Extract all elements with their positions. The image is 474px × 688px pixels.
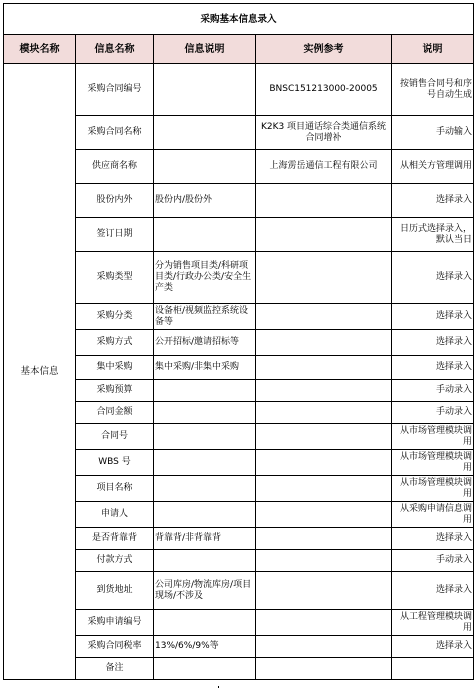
field-name-cell: 采购合同名称	[76, 116, 154, 150]
field-name-cell: 付款方式	[76, 550, 154, 572]
field-note-cell: 手动录入	[392, 402, 474, 424]
field-name-cell: 采购申请编号	[76, 610, 154, 636]
field-desc-cell	[154, 116, 256, 150]
header-field: 信息名称	[76, 35, 154, 64]
header-module: 模块名称	[4, 35, 76, 64]
field-desc-cell: 公开招标/邀请招标等	[154, 330, 256, 356]
field-example-cell	[256, 658, 392, 680]
field-note-cell: 选择录入	[392, 252, 474, 304]
field-note-cell: 选择录入	[392, 636, 474, 658]
field-desc-cell	[154, 476, 256, 502]
title-row	[4, 4, 474, 35]
field-name-cell: 采购类型	[76, 252, 154, 304]
field-note-cell	[392, 658, 474, 680]
field-desc-cell: 背靠背/非背靠背	[154, 528, 256, 550]
field-example-cell	[256, 572, 392, 610]
field-name-cell: 项目名称	[76, 476, 154, 502]
field-desc-cell: 股份内/股份外	[154, 184, 256, 218]
field-example-cell	[256, 476, 392, 502]
field-name-cell: 签订日期	[76, 218, 154, 252]
field-name-cell: 采购合同税率	[76, 636, 154, 658]
field-desc-cell	[154, 502, 256, 528]
field-example-cell	[256, 356, 392, 380]
field-note-cell: 选择录入	[392, 356, 474, 380]
field-example-cell	[256, 424, 392, 450]
field-example-cell	[256, 184, 392, 218]
field-name-cell: 股份内外	[76, 184, 154, 218]
field-name-cell: 采购预算	[76, 380, 154, 402]
field-example-cell	[256, 304, 392, 330]
field-note-cell: 手动输入	[392, 116, 474, 150]
field-name-cell: 采购合同编号	[76, 64, 154, 116]
field-example-cell	[256, 550, 392, 572]
field-note-cell: 从市场管理模块调用	[392, 424, 474, 450]
field-example-cell	[256, 380, 392, 402]
field-note-cell: 选择录入	[392, 528, 474, 550]
header-row	[4, 35, 474, 64]
field-note-cell: 从相关方管理调用	[392, 150, 474, 184]
field-example-cell: 上海雳岳通信工程有限公司	[256, 150, 392, 184]
field-desc-cell	[154, 450, 256, 476]
field-desc-cell	[154, 658, 256, 680]
field-desc-cell: 13%/6%/9%等	[154, 636, 256, 658]
field-name-cell: WBS 号	[76, 450, 154, 476]
field-example-cell	[256, 218, 392, 252]
field-desc-cell: 集中采购/非集中采购	[154, 356, 256, 380]
field-example-cell	[256, 450, 392, 476]
field-name-cell: 是否背靠背	[76, 528, 154, 550]
field-note-cell: 从工程管理模块调用	[392, 610, 474, 636]
field-desc-cell: 公司库房/物流库房/项目现场/不涉及	[154, 572, 256, 610]
field-note-cell: 按销售合同号和序号自动生成	[392, 64, 474, 116]
field-note-cell: 选择录入	[392, 572, 474, 610]
field-desc-cell: 分为销售项目类/科研项目类/行政办公类/安全生产类	[154, 252, 256, 304]
field-name-cell: 合同金额	[76, 402, 154, 424]
procurement-info-table	[3, 3, 474, 680]
field-note-cell: 日历式选择录入，默认当日	[392, 218, 474, 252]
field-example-cell: BNSC151213000-20005	[256, 64, 392, 116]
field-example-cell	[256, 528, 392, 550]
header-note: 说明	[392, 35, 474, 64]
field-note-cell: 从市场管理模块调用	[392, 450, 474, 476]
field-example-cell	[256, 610, 392, 636]
field-desc-cell	[154, 380, 256, 402]
field-note-cell: 选择录入	[392, 184, 474, 218]
header-example: 实例参考	[256, 35, 392, 64]
field-note-cell: 选择录入	[392, 330, 474, 356]
field-note-cell: 手动录入	[392, 550, 474, 572]
field-note-cell: 从市场管理模块调用	[392, 476, 474, 502]
table-title: 采购基本信息录入	[4, 4, 474, 35]
field-name-cell: 备注	[76, 658, 154, 680]
field-example-cell	[256, 252, 392, 304]
field-desc-cell	[154, 610, 256, 636]
field-name-cell: 申请人	[76, 502, 154, 528]
field-desc-cell	[154, 64, 256, 116]
field-name-cell: 采购分类	[76, 304, 154, 330]
field-example-cell	[256, 330, 392, 356]
field-name-cell: 集中采购	[76, 356, 154, 380]
field-note-cell: 选择录入	[392, 304, 474, 330]
module-name-cell: 基本信息	[4, 64, 76, 680]
field-desc-cell	[154, 550, 256, 572]
field-example-cell	[256, 402, 392, 424]
table-row	[4, 64, 474, 116]
field-note-cell: 从采购申请信息调用	[392, 502, 474, 528]
field-name-cell: 合同号	[76, 424, 154, 450]
header-desc: 信息说明	[154, 35, 256, 64]
field-name-cell: 到货地址	[76, 572, 154, 610]
field-desc-cell: 设备柜/视频监控系统设备等	[154, 304, 256, 330]
field-desc-cell	[154, 424, 256, 450]
field-example-cell	[256, 502, 392, 528]
field-desc-cell	[154, 150, 256, 184]
field-example-cell: K2K3 项目通话综合类通信系统合同增补	[256, 116, 392, 150]
field-note-cell: 手动录入	[392, 380, 474, 402]
field-name-cell: 采购方式	[76, 330, 154, 356]
field-desc-cell	[154, 218, 256, 252]
field-desc-cell	[154, 402, 256, 424]
field-example-cell	[256, 636, 392, 658]
field-name-cell: 供应商名称	[76, 150, 154, 184]
